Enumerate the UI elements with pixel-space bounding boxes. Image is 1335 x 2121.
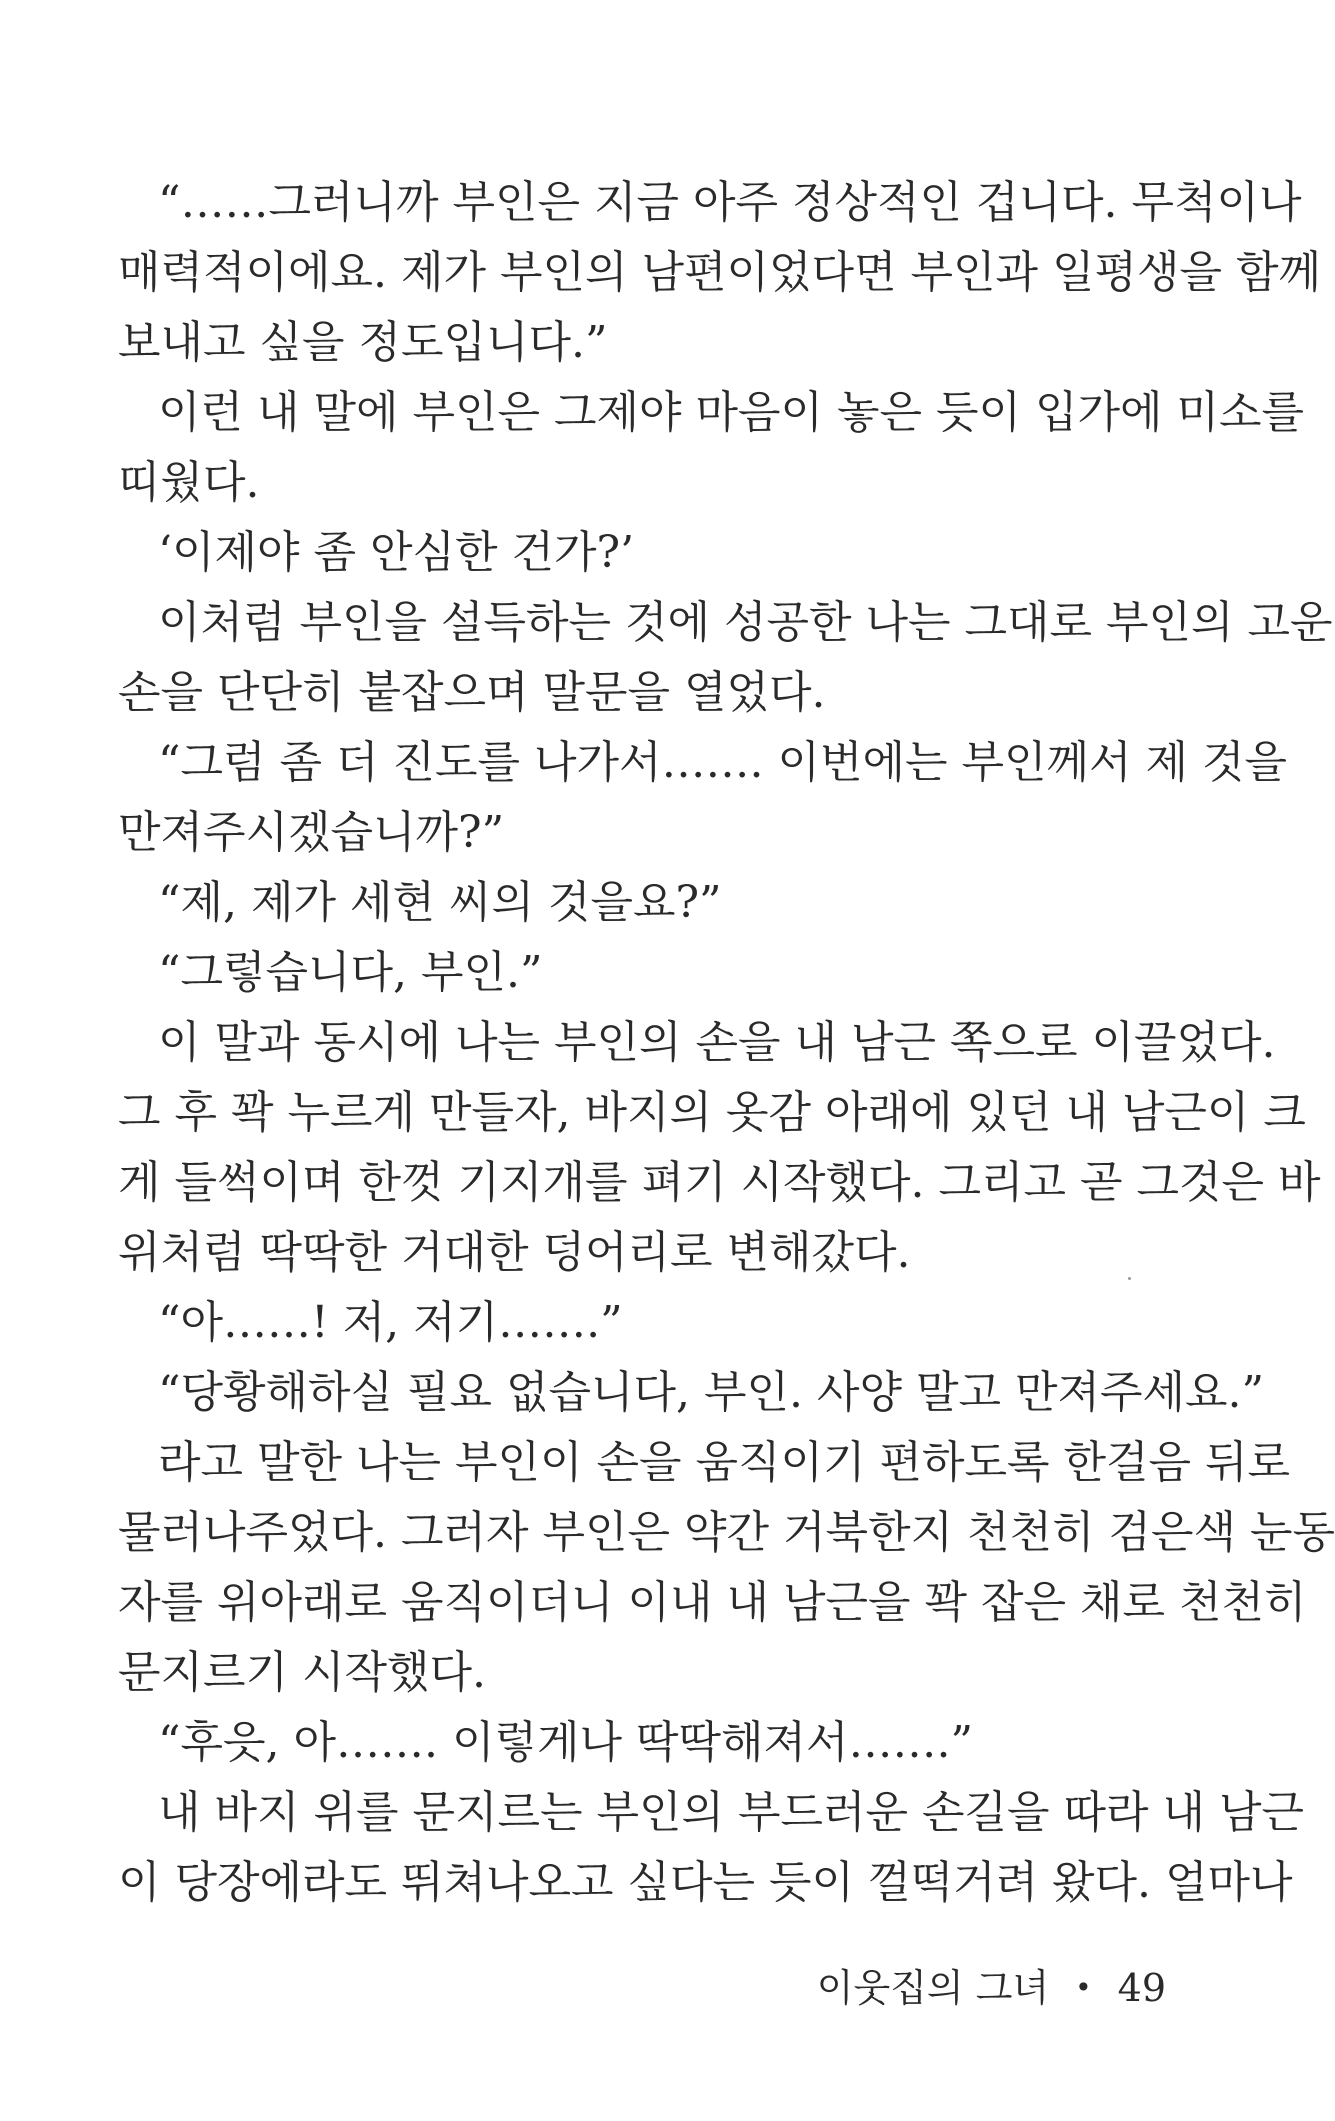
text-line-19: 라고 말한 나는 부인이 손을 움직이기 편하도록 한걸음 뒤로 [158,1437,1290,1488]
text-line-14: 그 후 꽉 누르게 만들자, 바지의 옷감 아래에 있던 내 남근이 크 [118,1087,1306,1138]
text-line-5: 띠웠다. [118,457,260,508]
footer-separator: • [1075,1971,1092,2004]
text-line-7: 이처럼 부인을 설득하는 것에 성공한 나는 그대로 부인의 고운 [158,597,1333,648]
text-line-8: 손을 단단히 붙잡으며 말문을 열었다. [118,667,826,718]
text-line-3: 보내고 싶을 정도입니다.” [118,317,608,368]
text-line-21: 자를 위아래로 움직이더니 이내 내 남근을 꽉 잡은 채로 천천히 [118,1577,1307,1628]
text-line-1: “……그러니까 부인은 지금 아주 정상적인 겁니다. 무척이나 [158,177,1302,228]
text-line-20: 물러나주었다. 그러자 부인은 약간 거북한지 천천히 검은색 눈동 [118,1507,1335,1558]
text-line-24: 내 바지 위를 문지르는 부인의 부드러운 손길을 따라 내 남근 [158,1787,1304,1838]
text-line-18: “당황해하실 필요 없습니다, 부인. 사양 말고 만져주세요.” [158,1367,1264,1418]
paper-speck [1128,1277,1131,1280]
text-line-6: ‘이제야 좀 안심한 건가?’ [158,527,635,578]
text-line-12: “그렇습니다, 부인.” [158,947,543,998]
running-footer [817,1958,1166,2018]
text-line-10: 만져주시겠습니까?” [118,807,505,858]
text-line-11: “제, 제가 세현 씨의 것을요?” [158,877,722,928]
text-line-25: 이 당장에라도 뛰쳐나오고 싶다는 듯이 껄떡거려 왔다. 얼마나 [118,1857,1293,1908]
text-line-4: 이런 내 말에 부인은 그제야 마음이 놓은 듯이 입가에 미소를 [158,387,1304,438]
text-line-9: “그럼 좀 더 진도를 나가서……. 이번에는 부인께서 제 것을 [158,737,1287,788]
text-line-22: 문지르기 시작했다. [118,1647,487,1698]
text-line-2: 매력적이에요. 제가 부인의 남편이었다면 부인과 일평생을 함께 [118,247,1322,298]
page-number: 49 [1117,1966,1166,2010]
text-line-17: “아……! 저, 저기…….” [158,1297,623,1348]
text-line-16: 위처럼 딱딱한 거대한 덩어리로 변해갔다. [118,1227,911,1278]
text-line-23: “후읏, 아……. 이렇게나 딱딱해져서…….” [158,1717,973,1768]
text-line-13: 이 말과 동시에 나는 부인의 손을 내 남근 쪽으로 이끌었다. [158,1017,1276,1068]
text-line-15: 게 들썩이며 한껏 기지개를 펴기 시작했다. 그리고 곧 그것은 바 [118,1157,1321,1208]
book-title: 이웃집의 그녀 [816,1966,1050,2010]
